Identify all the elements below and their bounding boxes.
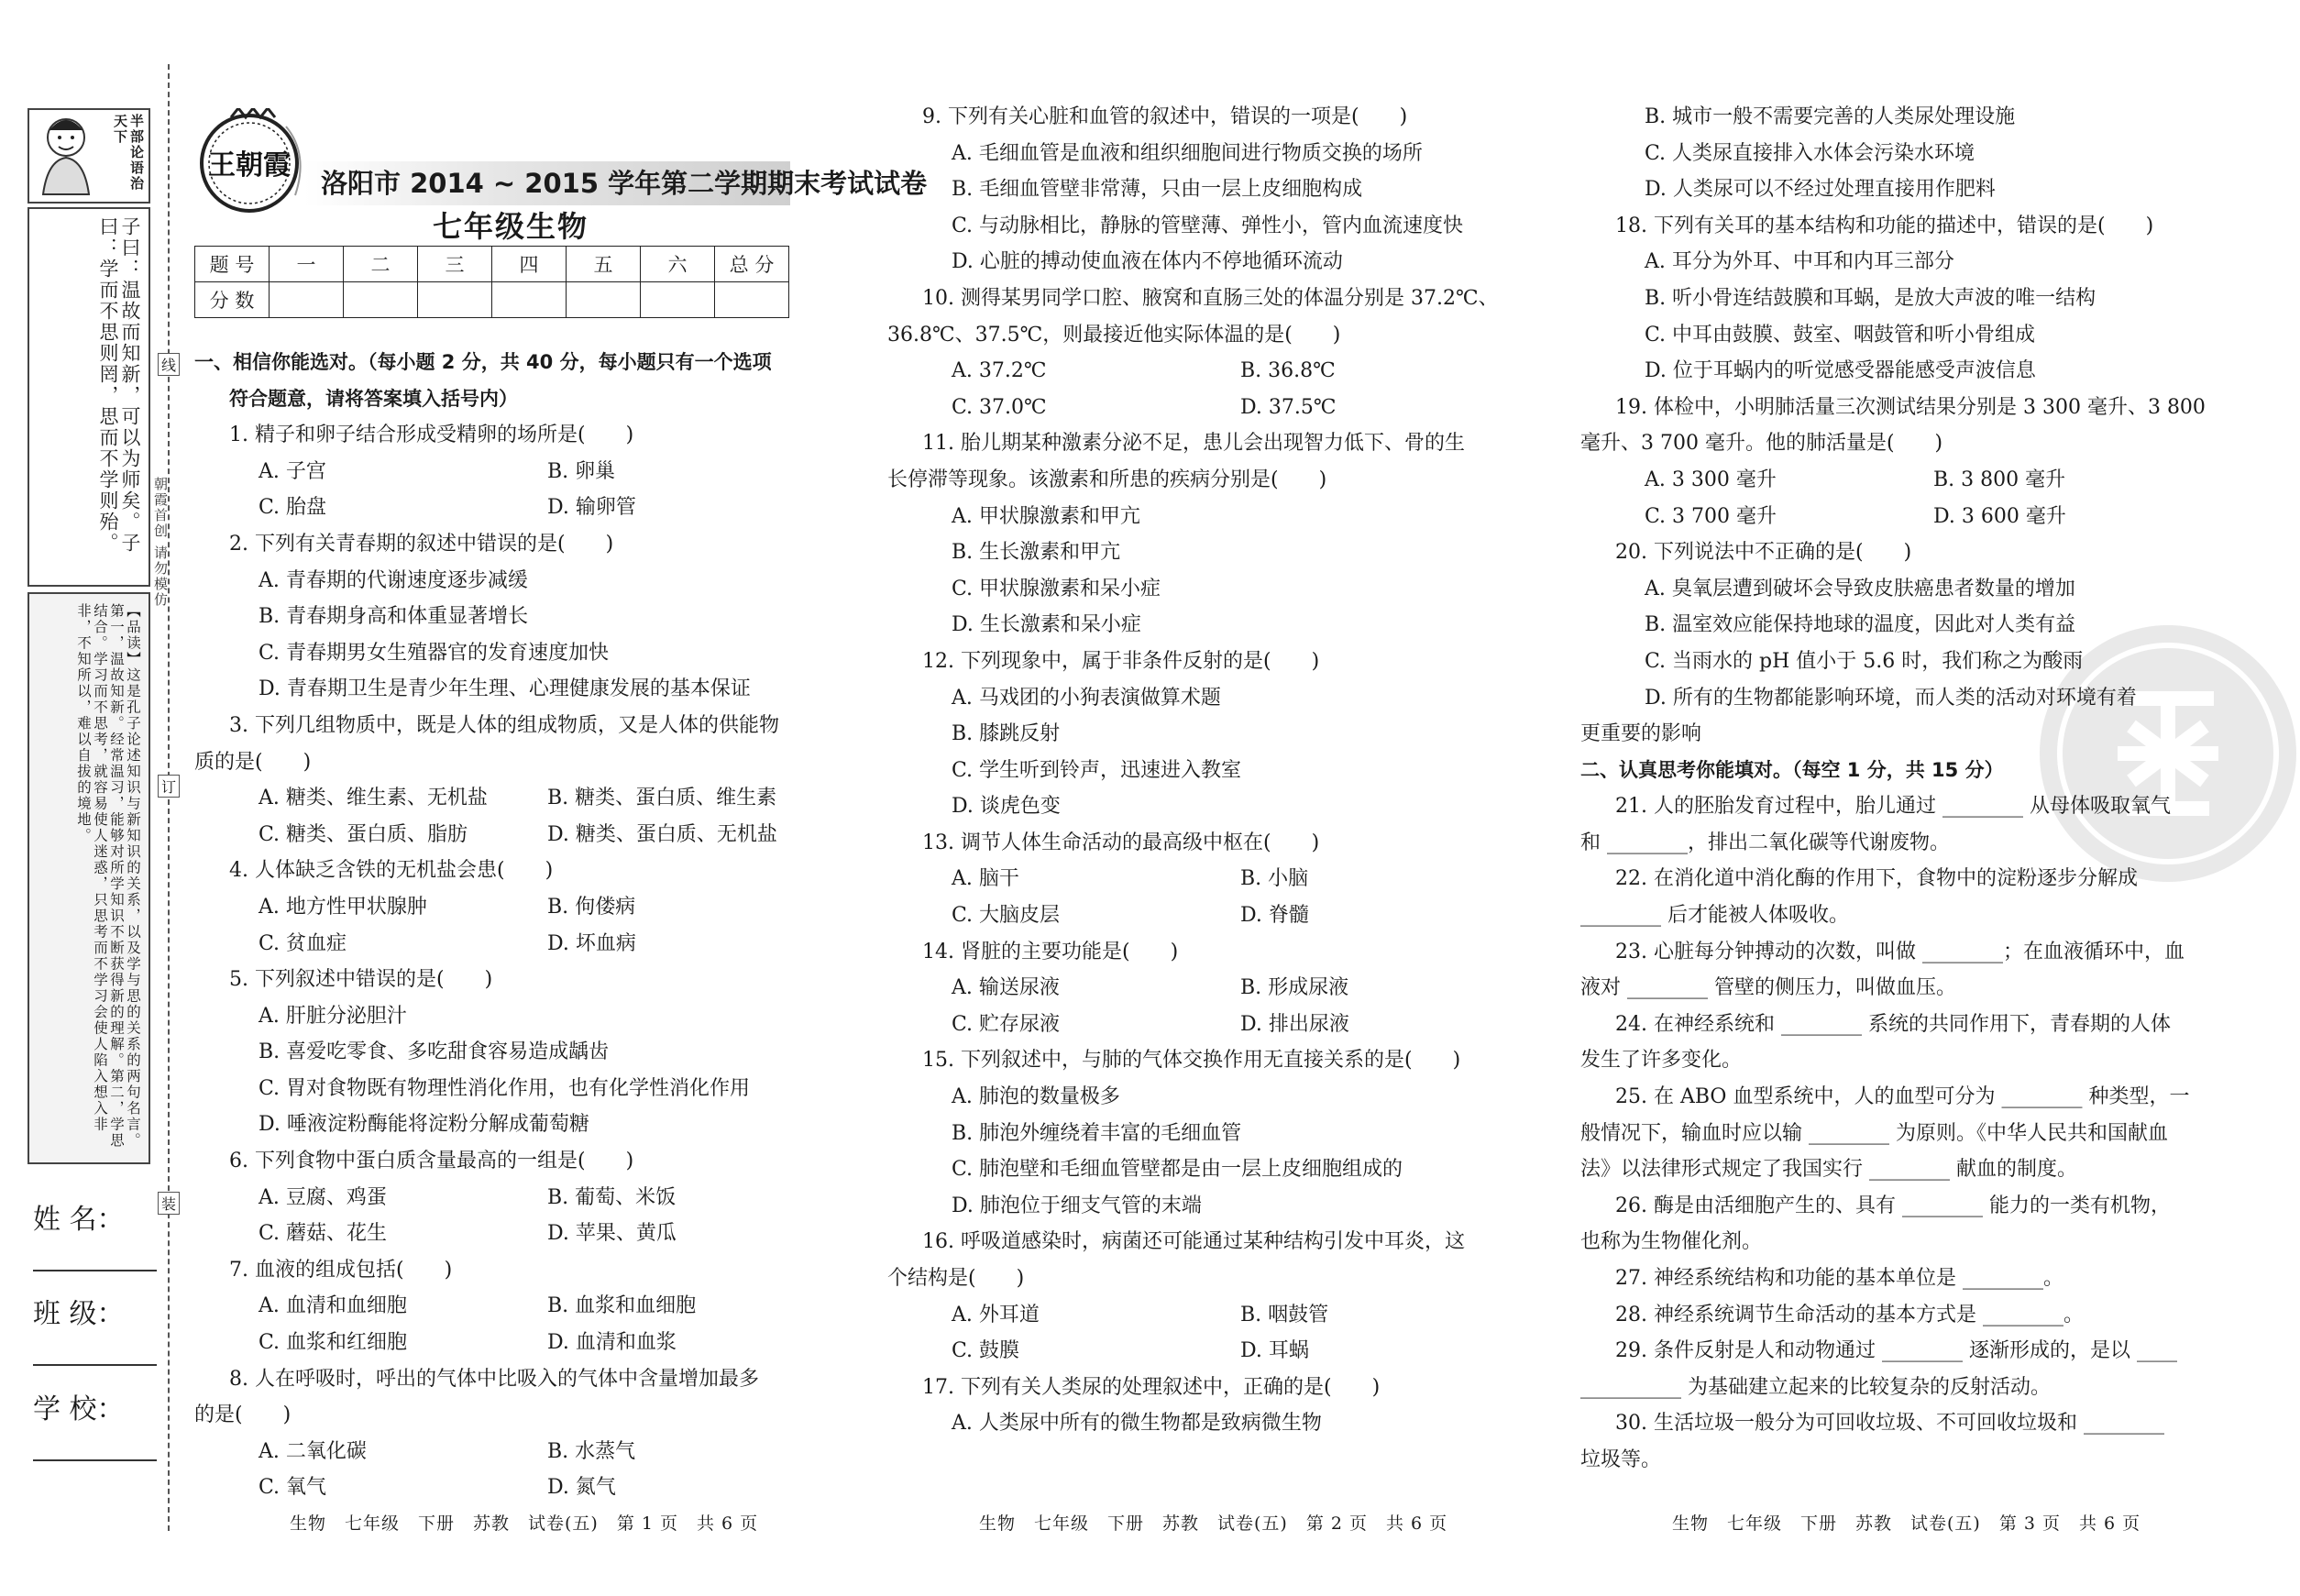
option[interactable]: A. 子宫 <box>259 459 326 483</box>
option[interactable]: A. 脑干 <box>952 867 1019 891</box>
brand-logo-text: 王朝霞 <box>208 149 291 182</box>
question-9: 9. 下列有关心脏和血管的叙述中，错误的一项是( ) <box>922 105 1408 128</box>
margin-strip <box>28 108 149 1162</box>
score-cell[interactable] <box>344 282 418 318</box>
options-row <box>887 970 1529 1007</box>
column-2 <box>887 99 1529 1442</box>
option[interactable]: B. 卵巢 <box>547 459 616 483</box>
confucius-cartoon-icon <box>29 110 103 198</box>
option[interactable]: B. 小脑 <box>1240 867 1309 891</box>
question-20: 20. 下列说法中不正确的是( ) <box>1615 541 1912 565</box>
option[interactable]: A. 肝脏分泌胆汁 <box>259 1004 407 1028</box>
options-row <box>194 926 836 963</box>
score-header-cell: 五 <box>567 247 641 282</box>
option[interactable]: A. 外耳道 <box>952 1303 1040 1326</box>
score-table <box>194 246 789 318</box>
options-row <box>194 1325 836 1361</box>
cartoon-box <box>28 108 150 204</box>
option[interactable]: D. 唾液淀粉酶能将淀粉分解成葡萄糖 <box>259 1113 589 1137</box>
option-cont: 更重要的影响 <box>1580 722 1702 746</box>
options-row <box>887 861 1529 897</box>
question-4: 4. 人体缺乏含铁的无机盐会患( ) <box>229 859 554 883</box>
option[interactable]: A. 青春期的代谢速度逐步减缓 <box>259 568 528 592</box>
page-footer-3: 生物 七年级 下册 苏教 试卷(五) 第 3 页 共 6 页 <box>1672 1513 2141 1534</box>
question-27[interactable]: 27. 神经系统结构和功能的基本单位是 ________。 <box>1615 1267 2063 1290</box>
option[interactable]: C. 血浆和红细胞 <box>259 1331 408 1355</box>
option[interactable]: A. 甲状腺激素和甲亢 <box>952 504 1140 528</box>
question-23[interactable]: 23. 心脏每分钟搏动的次数，叫做 ________；在血液循环中，血 <box>1615 940 2184 963</box>
score-header-cell: 六 <box>641 247 715 282</box>
question-24-cont: 发生了许多变化。 <box>1580 1049 1743 1073</box>
question-19-cont: 毫升、3 700 毫升。他的肺活量是( ) <box>1580 432 1943 456</box>
option[interactable]: D. 排出尿液 <box>1240 1012 1349 1036</box>
options-row <box>194 1434 836 1470</box>
option[interactable]: C. 贫血症 <box>259 931 347 955</box>
option[interactable]: D. 青春期卫生是青少年生理、心理健康发展的基本保证 <box>259 677 751 701</box>
option[interactable]: C. 鼓膜 <box>952 1339 1020 1363</box>
option[interactable]: D. 脊髓 <box>1240 904 1309 928</box>
option[interactable]: C. 甲状腺激素和呆小症 <box>952 577 1161 600</box>
score-table-header-row <box>195 247 789 282</box>
option[interactable]: A. 输送尿液 <box>952 976 1060 1000</box>
question-29[interactable]: 29. 条件反射是人和动物通过 ________ 逐渐形成的，是以 ____ <box>1615 1339 2177 1363</box>
question-16: 16. 呼吸道感染时，病菌还可能通过某种结构引发中耳炎，这 <box>922 1230 1465 1254</box>
question-15: 15. 下列叙述中，与肺的气体交换作用无直接关系的是( ) <box>922 1049 1461 1073</box>
question-8-cont: 的是( ) <box>194 1403 292 1427</box>
option[interactable]: D. 耳蜗 <box>1240 1339 1309 1363</box>
question-18: 18. 下列有关耳的基本结构和功能的描述中，错误的是( ) <box>1615 214 2154 237</box>
options-row <box>1580 462 2222 499</box>
binding-line <box>168 64 170 1531</box>
question-12: 12. 下列现象中，属于非条件反射的是( ) <box>922 649 1320 673</box>
brand-logo-icon <box>194 108 314 216</box>
quote-box <box>28 207 150 587</box>
option[interactable]: B. 血浆和血细胞 <box>547 1294 697 1318</box>
school-label: 学 校： <box>33 1393 125 1425</box>
option[interactable]: A. 二氧化碳 <box>259 1439 367 1463</box>
option[interactable]: D. 血清和血浆 <box>547 1331 677 1355</box>
options-row <box>194 490 836 526</box>
score-cell[interactable] <box>270 282 344 318</box>
option[interactable]: C. 当雨水的 pH 值小于 5.6 时，我们称之为酸雨 <box>1645 649 2084 673</box>
option[interactable]: C. 与动脉相比，静脉的管壁薄、弹性小，管内血流速度快 <box>952 214 1464 237</box>
reading-box <box>28 592 150 1164</box>
options-row <box>194 780 836 817</box>
option[interactable]: D. 心脏的搏动使血液在体内不停地循环流动 <box>952 250 1343 274</box>
page-footer-2: 生物 七年级 下册 苏教 试卷(五) 第 2 页 共 6 页 <box>979 1513 1448 1534</box>
seal-tag-xian: 线 <box>158 353 180 376</box>
class-field[interactable] <box>33 1364 157 1366</box>
option[interactable]: A. 地方性甲状腺肿 <box>259 895 427 919</box>
option[interactable]: C. 胎盘 <box>259 496 327 520</box>
side-note: 朝霞首创 请勿模仿 <box>152 477 169 608</box>
question-10-cont: 36.8℃、37.5℃，则最接近他实际体温的是( ) <box>887 323 1341 347</box>
option[interactable]: B. 咽鼓管 <box>1240 1303 1329 1326</box>
question-24[interactable]: 24. 在神经系统和 ________ 系统的共同作用下，青春期的人体 <box>1615 1012 2171 1036</box>
column-3 <box>1580 99 2222 1479</box>
options-row <box>1580 499 2222 535</box>
option[interactable]: B. 3 800 毫升 <box>1933 468 2066 491</box>
section-1-heading-cont: 符合题意，请将答案填入括号内） <box>229 387 518 410</box>
option[interactable]: D. 苹果、黄瓜 <box>547 1222 677 1246</box>
option[interactable]: C. 中耳由鼓膜、鼓室、咽鼓管和听小骨组成 <box>1645 323 2036 347</box>
option[interactable]: D. 糖类、蛋白质、无机盐 <box>547 822 777 846</box>
school-field[interactable] <box>33 1459 157 1461</box>
question-30-cont: 垃圾等。 <box>1580 1447 1662 1471</box>
seal-tag-zhuang: 装 <box>158 1192 180 1215</box>
class-label: 班 级： <box>33 1298 125 1330</box>
options-row <box>887 390 1529 426</box>
option[interactable]: C. 37.0℃ <box>952 395 1047 419</box>
question-28[interactable]: 28. 神经系统调节生命活动的基本方式是 ________。 <box>1615 1303 2084 1326</box>
question-26[interactable]: 26. 酶是由活细胞产生的、具有 ________ 能力的一类有机物， <box>1615 1194 2171 1217</box>
score-header-cell: 二 <box>344 247 418 282</box>
option[interactable]: A. 毛细血管是血液和组织细胞间进行物质交换的场所 <box>952 141 1423 165</box>
question-3: 3. 下列几组物质中，既是人体的组成物质，又是人体的供能物 <box>229 713 779 737</box>
option[interactable]: D. 氮气 <box>547 1476 616 1500</box>
option[interactable]: A. 豆腐、鸡蛋 <box>259 1185 387 1209</box>
question-13: 13. 调节人体生命活动的最高级中枢在( ) <box>922 831 1320 854</box>
option[interactable]: C. 肺泡壁和毛细血管壁都是由一层上皮细胞组成的 <box>952 1158 1403 1182</box>
options-row <box>194 454 836 490</box>
options-row <box>194 889 836 926</box>
option[interactable]: A. 血清和血细胞 <box>259 1294 407 1318</box>
section-2-heading: 二、认真思考你能填对。（每空 1 分，共 15 分） <box>1580 758 2004 781</box>
section-1-heading: 一、相信你能选对。（每小题 2 分，共 40 分，每小题只有一个选项 <box>194 351 772 373</box>
score-cell[interactable] <box>641 282 715 318</box>
option[interactable]: B. 糖类、蛋白质、维生素 <box>547 787 777 810</box>
option[interactable]: B. 温室效应能保持地球的温度，因此对人类有益 <box>1645 613 2076 637</box>
option[interactable]: A. 耳分为外耳、中耳和内耳三部分 <box>1645 250 1954 274</box>
score-cell[interactable] <box>492 282 567 318</box>
question-16-cont: 个结构是( ) <box>887 1267 1025 1290</box>
option[interactable]: A. 肺泡的数量极多 <box>952 1085 1120 1109</box>
question-21-cont[interactable]: 和 ________，排出二氧化碳等代谢废物。 <box>1580 831 1950 854</box>
option[interactable]: C. 贮存尿液 <box>952 1012 1061 1036</box>
column-1 <box>194 345 836 1506</box>
exam-header <box>194 108 928 244</box>
question-2: 2. 下列有关青春期的叙述中错误的是( ) <box>229 532 614 556</box>
question-29-cont[interactable]: __________ 为基础建立起来的比较复杂的反射活动。 <box>1580 1375 2051 1399</box>
option[interactable]: B. 膝跳反射 <box>952 722 1061 746</box>
page-footer-1: 生物 七年级 下册 苏教 试卷(五) 第 1 页 共 6 页 <box>290 1513 759 1534</box>
score-header-cell: 三 <box>418 247 492 282</box>
option[interactable]: B. 肺泡外缠绕着丰富的毛细血管 <box>952 1121 1242 1145</box>
options-row <box>194 1288 836 1325</box>
question-7: 7. 血液的组成包括( ) <box>229 1258 453 1282</box>
option[interactable]: C. 3 700 毫升 <box>1645 504 1777 528</box>
option[interactable]: C. 蘑菇、花生 <box>259 1222 388 1246</box>
question-6: 6. 下列食物中蛋白质含量最高的一组是( ) <box>229 1150 634 1173</box>
option[interactable]: C. 青春期男女生殖器官的发育速度加快 <box>259 641 610 665</box>
question-25-cont2[interactable]: 法》以法律形式规定了我国实行 ________ 献血的制度。 <box>1580 1158 2077 1182</box>
seal-tag-ding: 订 <box>158 775 180 798</box>
score-table-score-row <box>195 282 789 318</box>
option[interactable]: D. 人类尿可以不经过处理直接用作肥料 <box>1645 178 1996 202</box>
option[interactable]: B. 喜爱吃零食、多吃甜食容易造成龋齿 <box>259 1040 610 1064</box>
option[interactable]: B. 生长激素和甲亢 <box>952 541 1121 565</box>
option[interactable]: D. 位于耳蜗内的听觉感受器能感受声波信息 <box>1645 359 2036 383</box>
option[interactable]: A. 糖类、维生素、无机盐 <box>259 787 488 810</box>
option[interactable]: D. 3 600 毫升 <box>1933 504 2066 528</box>
option[interactable]: C. 氧气 <box>259 1476 327 1500</box>
score-header-cell: 四 <box>492 247 567 282</box>
question-11-cont: 长停滞等现象。该激素和所患的疾病分别是( ) <box>887 468 1327 491</box>
options-row <box>887 1297 1529 1334</box>
options-row <box>194 817 836 853</box>
option[interactable]: D. 谈虎色变 <box>952 795 1061 819</box>
name-field[interactable] <box>33 1270 157 1271</box>
question-5: 5. 下列叙述中错误的是( ) <box>229 968 493 992</box>
score-cell[interactable] <box>418 282 492 318</box>
question-23-cont[interactable]: 液对 ________ 管壁的侧压力，叫做血压。 <box>1580 976 1956 1000</box>
score-cell[interactable] <box>715 282 789 318</box>
question-3-cont: 质的是( ) <box>194 750 312 774</box>
option[interactable]: A. 臭氧层遭到破坏会导致皮肤癌患者数量的增加 <box>1645 577 2075 600</box>
options-row <box>194 1180 836 1216</box>
question-11: 11. 胎儿期某种激素分泌不足，患儿会出现智力低下、骨的生 <box>922 432 1465 456</box>
option[interactable]: D. 坏血病 <box>547 931 636 955</box>
option[interactable]: D. 输卵管 <box>547 496 636 520</box>
question-26-cont: 也称为生物催化剂。 <box>1580 1230 1763 1254</box>
quote-title: 半部论语治天下 <box>112 114 145 192</box>
question-10: 10. 测得某男同学口腔、腋窝和直肠三处的体温分别是 37.2℃、 <box>922 286 1499 310</box>
score-cell[interactable] <box>567 282 641 318</box>
options-row <box>887 1333 1529 1370</box>
option[interactable]: B. 毛细血管壁非常薄，只由一层上皮细胞构成 <box>952 178 1363 202</box>
subject-title: 七年级生物 <box>433 209 589 244</box>
question-1: 1. 精子和卵子结合形成受精卵的场所是( ) <box>229 424 634 447</box>
score-header-cell: 一 <box>270 247 344 282</box>
question-25-cont[interactable]: 般情况下，输血时应以输 ________ 为原则。《中华人民共和国献血 <box>1580 1121 2168 1145</box>
option[interactable]: A. 37.2℃ <box>952 359 1047 383</box>
option[interactable]: A. 马戏团的小狗表演做算术题 <box>952 686 1221 710</box>
option[interactable]: B. 葡萄、米饭 <box>547 1185 677 1209</box>
options-row <box>887 1007 1529 1043</box>
score-header-cell: 总 分 <box>715 247 789 282</box>
option[interactable]: D. 生长激素和呆小症 <box>952 613 1141 637</box>
question-17: 17. 下列有关人类尿的处理叙述中，正确的是( ) <box>922 1375 1381 1399</box>
score-row-label: 分 数 <box>195 282 270 318</box>
reading-text: 【品读】这是孔子论述知识与新知识的关系，以及学与思的关系的两句名言。第一，温故知新。经常温习，能够对所学知识不断获得新的理解。第二，学思结合。学习而不思考，就容易使人迷惑，只思考而不学习会使人陷入想入非非，不知所以，难以自拔的境地。 <box>75 603 141 1149</box>
option[interactable]: B. 听小骨连结鼓膜和耳蜗，是放大声波的唯一结构 <box>1645 286 2096 310</box>
question-22-cont[interactable]: ________ 后才能被人体吸收。 <box>1580 904 1849 928</box>
name-label: 姓 名： <box>33 1204 125 1236</box>
question-14: 14. 肾脏的主要功能是( ) <box>922 940 1179 963</box>
option[interactable]: D. 37.5℃ <box>1240 395 1337 419</box>
options-row <box>194 1469 836 1506</box>
option[interactable]: C. 胃对食物既有物理性消化作用，也有化学性消化作用 <box>259 1076 751 1100</box>
option[interactable]: D. 所有的生物都能影响环境，而人类的活动对环境有着 <box>1645 686 2137 710</box>
options-row <box>887 897 1529 934</box>
question-21[interactable]: 21. 人的胚胎发育过程中，胎儿通过 ________ 从母体吸取氧气 <box>1615 795 2171 819</box>
confucius-quote: 子曰：温故而知新，可以为师矣。子曰：学而不思则罔，思而不学则殆。 <box>97 216 141 554</box>
question-22[interactable]: 22. 在消化道中消化酶的作用下，食物中的淀粉逐步分解成 <box>1615 867 2138 891</box>
options-row <box>194 1216 836 1252</box>
score-header-cell: 题 号 <box>195 247 270 282</box>
option[interactable]: B. 36.8℃ <box>1240 359 1336 383</box>
option[interactable]: C. 糖类、蛋白质、脂肪 <box>259 822 468 846</box>
option[interactable]: B. 形成尿液 <box>1240 976 1349 1000</box>
question-30[interactable]: 30. 生活垃圾一般分为可回收垃圾、不可回收垃圾和 ________ <box>1615 1412 2164 1436</box>
option[interactable]: B. 佝偻病 <box>547 895 636 919</box>
question-19: 19. 体检中，小明肺活量三次测试结果分别是 3 300 毫升、3 800 <box>1615 395 2206 419</box>
option[interactable]: A. 3 300 毫升 <box>1645 468 1777 491</box>
option[interactable]: C. 大脑皮层 <box>952 904 1061 928</box>
question-8: 8. 人在呼吸时，呼出的气体中比吸入的气体中含量增加最多 <box>229 1367 759 1391</box>
option[interactable]: B. 青春期身高和体重显著增长 <box>259 605 529 629</box>
exam-title: 洛阳市 2014 ~ 2015 学年第二学期期末考试试卷 <box>321 168 928 199</box>
option[interactable]: B. 城市一般不需要完善的人类尿处理设施 <box>1645 105 2016 128</box>
option[interactable]: C. 人类尿直接排入水体会污染水环境 <box>1645 141 1975 165</box>
option[interactable]: A. 人类尿中所有的微生物都是致病微生物 <box>952 1412 1322 1436</box>
option[interactable]: D. 肺泡位于细支气管的末端 <box>952 1194 1202 1217</box>
question-25[interactable]: 25. 在 ABO 血型系统中，人的血型可分为 ________ 种类型，一 <box>1615 1085 2190 1109</box>
options-row <box>887 353 1529 390</box>
option[interactable]: B. 水蒸气 <box>547 1439 636 1463</box>
option[interactable]: C. 学生听到铃声，迅速进入教室 <box>952 758 1242 782</box>
